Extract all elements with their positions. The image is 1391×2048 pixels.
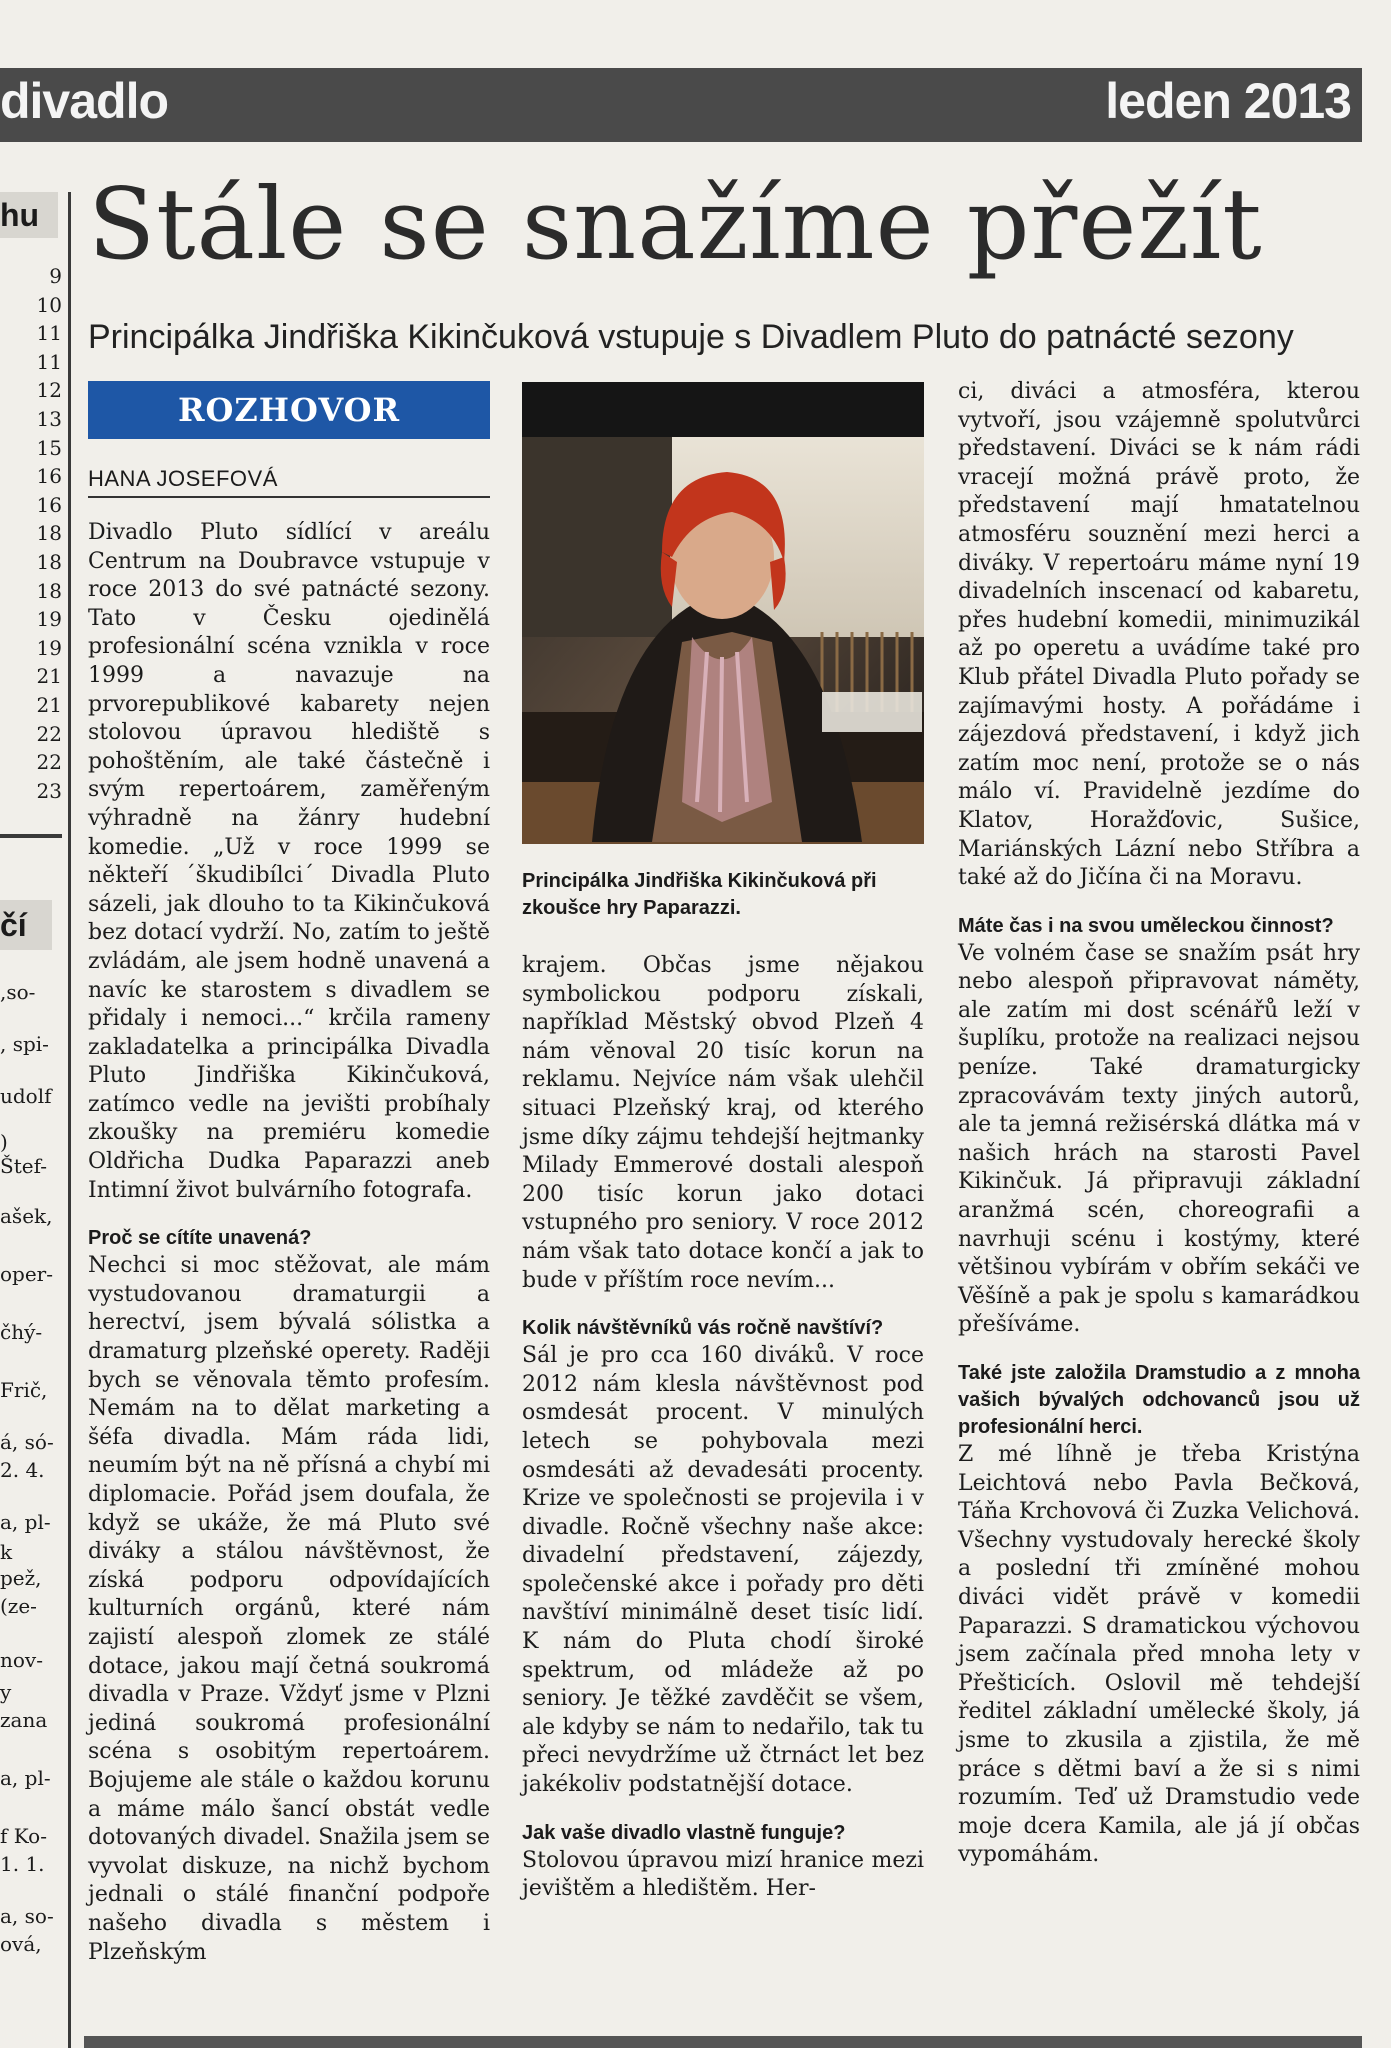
left-column-fragment: udolf: [0, 1084, 52, 1108]
question-2: Kolik návštěvníků vás ročně navštíví?: [522, 1317, 884, 1340]
left-column-fragment: pež,: [0, 1566, 42, 1590]
left-column-fragment: nov-: [0, 1648, 43, 1672]
answer-3-continued: ci, diváci a atmosféra, kterou vytvoří, jsou vzájemně spolutvůrci představení. Diváci se k nám rádi vracejí možná právě proto, že představení mají hmatatelnou atmosféru souznění mezi herci a diváky. V repertoáru máme nyní 19 divadelních inscenací od kabaretu, přes hudební komedii, minimuzikál až po operetu a uvádíme také pro Klub přátel Divadla Pluto pořady se zajímavými hosty. A pořádáme i zájezdová představení, i když jich zatím moc není, protože se o nás málo ví. Pravidelně jezdíme do Klatov, Horažďovic, Sušice, Mariánských Lázní nebo Stříbra a také až do Jičína či na Moravu.: [958, 379, 1360, 891]
day-number: 19: [36, 635, 62, 660]
left-column-fragment: 2. 4.: [0, 1458, 45, 1482]
answer-1: Nechci si moc stěžovat, ale mám vystudovanou dramaturgii a herectví, jsem bývalá sólistka a dramaturg plzeňské operety. Raději bych se věnovala těmto profesím. Nemám na to dělat marketing a šéfa divadla. Mám ráda lidi, neumím být na ně přísná a chybí mi diplomacie. Pořád jsem doufala, že když se ukáže, že má Pluto své diváky a stálou návštěvnost, že získá podporu odpovídajících kulturních orgánů, které nám zajistí alespoň zlomek ze stálé dotace, jakou mají četná soukromá divadla v Praze. Vždyť jsme v Plzni jediná soukromá profesionální scéna s osobitým repertoárem. Bojujeme ale stále o každou korunu a máme málo šancí obstát vedle dotovaných divadel. Snažila jsem se vyvolat diskuze, na nichž bychom jednali o stálé finanční podpoře našeho divadla s městem i Plzeňským: [88, 1253, 490, 1965]
issue-date: leden 2013: [1105, 73, 1351, 129]
question-4: Máte čas i na svou uměleckou činnost?: [958, 914, 1334, 937]
left-column-fragment: zana: [0, 1708, 48, 1732]
answer-5: Z mé líhně je třeba Kristýna Leichtová nebo Pavla Bečková, Táňa Krchovová či Zuzka Velichová. Všechny vystudovaly herecké školy a poslední tři zmíněné mohou diváci vidět právě v komedii Paparazzi. S dramatickou výchovou jsem začínala před mnoha lety v Přešticích. Oslovil mě tehdejší ředitel základní umělecké školy, já jsme to zkusila a zjistila, že mě práce s dětmi baví a že si s nimi rozumím. Teď už Dramstudio vede moje dcera Kamila, ale já jí občas vypomáhám.: [958, 1442, 1360, 1868]
subheadline: Principálka Jindřiška Kikinčuková vstupuje s Divadlem Pluto do patnácté sezony: [88, 318, 1294, 356]
day-number-list: [26, 262, 62, 805]
left-column-fragment: a, pl-: [0, 1766, 51, 1790]
rubric-badge: ROZHOVOR: [88, 381, 490, 439]
article-column-1: [88, 519, 490, 1967]
left-column-fragment: ová,: [0, 1932, 42, 1956]
photo-caption: Principálka Jindřiška Kikinčuková při zkoušce hry Paparazzi.: [522, 870, 877, 919]
author-byline: HANA JOSEFOVÁ: [88, 466, 490, 498]
answer-1-continued: krajem. Občas jsme nějakou symbolickou podporu získali, například Městský obvod Plzeň 4 nám věnoval 20 tisíc korun na reklamu. Nejvíce nám však ulehčil situaci Plzeňský kraj, od kterého jsme díky zájmu tehdejší hejtmanky Milady Emmerové dostali alespoň 200 tisíc korun jako dotaci vstupného pro seniory. V roce 2012 nám však tato dotace končí a jak to bude v příštím roce nevím...: [522, 953, 924, 1293]
left-column-fragment: oper-: [0, 1262, 53, 1286]
section-name: divadlo: [0, 73, 169, 129]
answer-3: Stolovou úpravou mizí hranice mezi jevištěm a hledištěm. Her-: [522, 1847, 924, 1902]
left-column-fragment: , spi-: [0, 1032, 49, 1056]
footer-bar: [84, 2036, 1362, 2048]
left-column-header: hu: [0, 192, 58, 238]
question-3: Jak vaše divadlo vlastně funguje?: [522, 1821, 846, 1844]
answer-2: Sál je pro cca 160 diváků. V roce 2012 nám klesla návštěvnost pod osmdesát procent. V minulých letech se pohybovala mezi osmdesáti až devadesáti procenty. Krize ve společnosti se projevila i v divadle. Ročně všechny naše akce: divadelní představení, zájezdy, společenské akce i pořady pro děti navštíví minimálně deset tisíc lidí. K nám do Pluta chodí široké spektrum, od mládeže až po seniory. Je těžké zavděčit se všem, ale kdyby se nám to nedařilo, tak tu přeci nevydržíme už čtrnáct let bez jakékoliv podstatnější dotace.: [522, 1343, 924, 1798]
portrait-photo-image: [522, 382, 924, 844]
day-number: 15: [36, 435, 62, 460]
day-number: 9: [49, 264, 62, 288]
left-column-fragment: Štef-: [0, 1154, 48, 1178]
day-number: 13: [36, 406, 62, 431]
question-1: Proč se cítíte unavená?: [88, 1227, 312, 1250]
left-column-fragment: čhý-: [0, 1320, 43, 1344]
intro-paragraph: Divadlo Pluto sídlící v areálu Centrum na Doubravce vstupuje v roce 2013 do své patnácté sezony. Tato v Česku ojedinělá profesionální scéna vznikla v roce 1999 a navazuje na prvorepublikové kabarety nejen stolovou úpravou hlediště s pohoštěním, ale také částečně i svým repertoárem, zaměřeným výhradně na žánry hudební komedie. „Už v roce 1999 se někteří ´škudibílci´ Divadla Pluto sázeli, jak dlouho to ta Kikinčuková bez dotací vydrží. No, zatím to ještě zvládám, ale jsem hodně unavená a navíc ke starostem s divadlem se přidaly i nemoci...“ krčila rameny zakladatelka a principálka Divadla Pluto Jindřiška Kikinčuková, zatímco vedle na jevišti probíhaly zkoušky na premiéru komedie Oldřicha Dudka Paparazzi aneb Intimní život bulvárního fotografa.: [88, 520, 490, 1203]
day-number: 16: [36, 492, 62, 517]
day-number: 23: [36, 778, 62, 803]
question-5: Také jste založila Dramstudio a z mnoha vašich bývalých odchovanců jsou už profesionální herci.: [958, 1362, 1360, 1438]
left-column-fragment: (ze-: [0, 1594, 37, 1618]
article-column-3: [958, 378, 1360, 1870]
day-number: 22: [36, 721, 62, 746]
headline: Stále se snažíme přežít: [88, 168, 1263, 282]
day-number: 12: [36, 378, 62, 403]
left-column-header-2: čí: [0, 900, 52, 950]
day-number: 19: [36, 607, 62, 632]
left-column-fragment: y: [0, 1680, 12, 1704]
left-column-fragment: ): [0, 1130, 8, 1154]
day-number: 18: [36, 549, 62, 574]
left-column-fragment: f Ko-: [0, 1824, 47, 1848]
portrait-photo: [522, 382, 924, 844]
day-number: 11: [36, 349, 62, 374]
day-number: 11: [36, 321, 62, 346]
article-column-2: [522, 952, 924, 1904]
answer-4: Ve volném čase se snažím psát hry nebo alespoň připravovat náměty, ale zatím mi dost scénářů leží v šuplíku, protože na realizaci nejsou peníze. Také dramaturgicky zpracovávám texty jiných autorů, ale ta jemná režisérská dlátka má v našich hrách na starosti Pavel Kikinčuk. Já připravuji základní aranžmá scén, choreografii a navrhuji scénu i kostýmy, které většinou vybírám v obřím sekáči ve Věšíně a pak je spolu s kamarádkou přešíváme.: [958, 940, 1360, 1338]
day-number: 18: [36, 578, 62, 603]
day-number: 21: [36, 692, 62, 717]
day-number: 16: [36, 464, 62, 489]
left-column-fragment: ašek,: [0, 1204, 53, 1228]
day-number: 22: [36, 750, 62, 775]
left-column-fragment: a, pl-: [0, 1510, 51, 1534]
left-column-fragment: k: [0, 1540, 13, 1564]
day-number: 18: [36, 521, 62, 546]
left-column-fragment: ,so-: [0, 980, 36, 1004]
left-column-divider: [0, 834, 62, 838]
left-column-fragment: á, só-: [0, 1430, 54, 1454]
left-column-fragment: 1. 1.: [0, 1852, 45, 1876]
day-number: 21: [36, 664, 62, 689]
left-column-fragment: Frič,: [0, 1378, 48, 1402]
day-number: 10: [36, 292, 62, 317]
left-column-fragment: a, so-: [0, 1904, 54, 1928]
column-rule: [68, 192, 71, 2048]
